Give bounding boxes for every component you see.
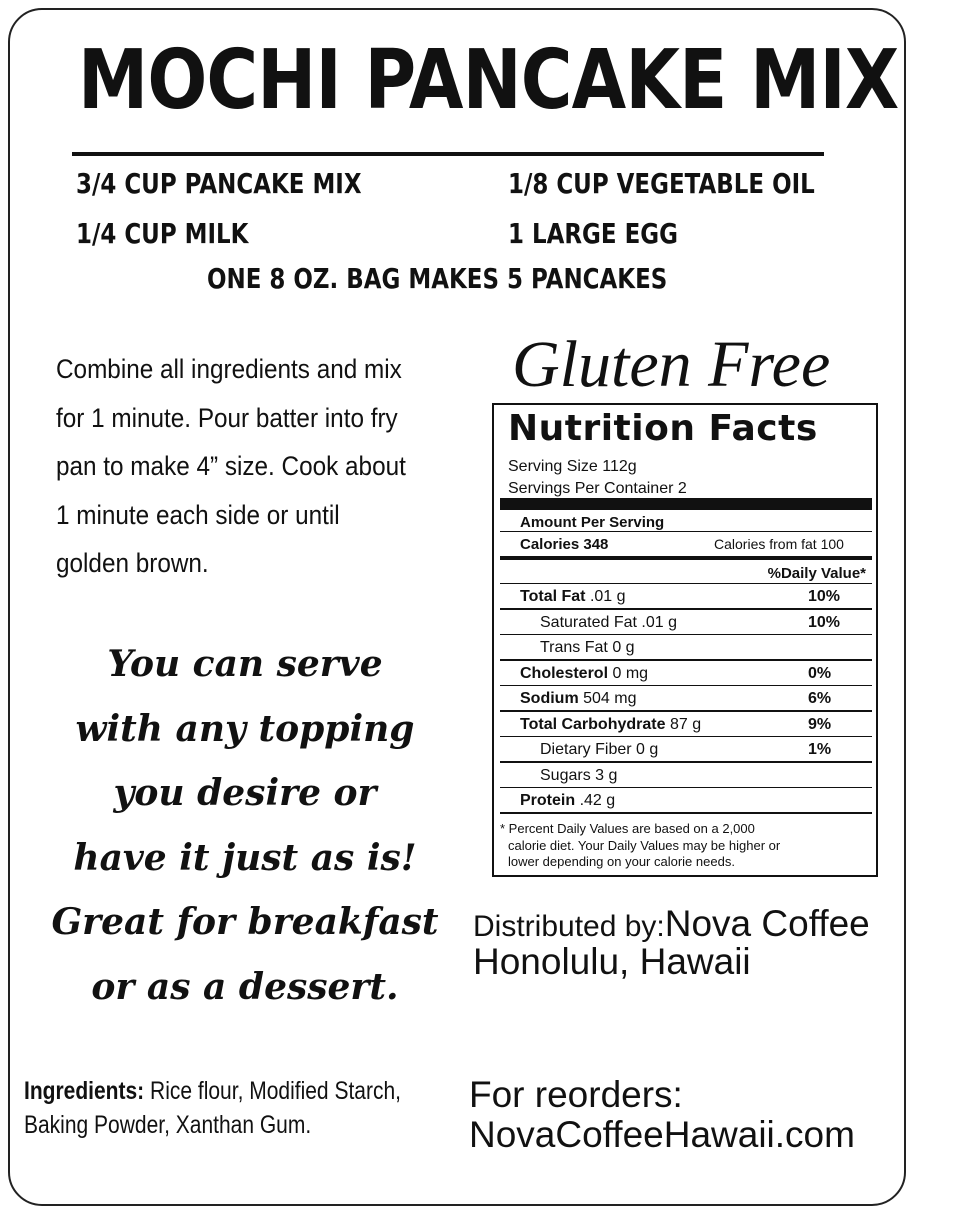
title-underline [72,152,824,156]
amount-per-serving-label: Amount Per Serving [520,514,665,531]
serving-line: have it just as is! [73,836,417,879]
nutrient-daily-value: 0% [808,664,832,682]
nutrient-amount: .01 g [589,588,626,605]
footnote-line: lower depending on your calorie needs. [508,854,735,869]
ingredients-statement [24,1074,444,1142]
gluten-free-claim: Gluten Free [512,328,831,401]
nutrient-daily-value: 10% [808,613,841,631]
ingredients-label: Ingredients: [24,1077,145,1105]
nutrient-daily-value: 9% [808,715,832,733]
cooking-directions [56,345,434,588]
nutrient-row [500,610,872,636]
serving-line: with any topping [75,707,415,750]
directions-line: golden brown. [56,548,209,578]
recipe-ingredient: 1 LARGE EGG [508,217,678,250]
nutrient-amount: 0 g [636,741,659,758]
serving-line: you desire or [113,772,377,814]
reorder-label: For reorders: [469,1074,683,1115]
nutrient-label [520,665,648,683]
thick-divider [500,498,872,510]
recipe-ingredient: 3/4 CUP PANCAKE MIX [76,167,362,200]
nutrient-amount: .01 g [641,613,677,631]
nutrient-label [520,690,637,708]
recipe-yield: ONE 8 OZ. BAG MAKES 5 PANCAKES [207,262,668,295]
nutrient-row [500,635,872,661]
nutrient-name: Saturated Fat [540,613,637,631]
nutrient-name: Sodium [520,690,579,707]
serving-size: Serving Size 112g [508,458,637,475]
nutrition-title: Nutrition Facts [508,408,818,449]
nutrient-row [500,584,872,610]
directions-line: Combine all ingredients and mix [56,354,402,384]
nutrient-daily-value: 10% [808,588,841,605]
serving-suggestion [30,632,460,1019]
nutrient-amount: 3 g [595,766,618,784]
product-title: MOCHI PANCAKE MIX [78,33,899,128]
nutrient-name: Protein [520,792,576,809]
calories-label: Calories 348 [520,536,609,553]
serving-line: Great for breakfast [51,901,439,943]
recipe-ingredient: 1/4 CUP MILK [76,217,249,250]
nutrient-row [500,737,872,763]
ingredients-text: Baking Powder, Xanthan Gum. [24,1111,312,1139]
footnote-line: * Percent Daily Values are based on a 2,000 [500,821,755,836]
daily-value-footnote [500,821,870,871]
nutrient-label [540,741,658,759]
nutrient-label [520,716,701,734]
directions-line: pan to make 4” size. Cook about [56,451,406,481]
nutrient-row [500,712,872,738]
nutrient-name: Dietary Fiber [540,741,632,758]
nutrient-row [500,661,872,687]
nutrient-name: Trans Fat [540,639,608,656]
reorder-url: NovaCoffeeHawaii.com [469,1114,855,1155]
directions-line: for 1 minute. Pour batter into fry [56,402,398,433]
nutrient-name: Total Fat [520,588,586,605]
daily-value-header: %Daily Value* [767,565,866,582]
nutrient-amount: 87 g [669,715,702,733]
distributor-prefix: Distributed by: [473,910,665,943]
directions-line: 1 minute each side or until [56,499,340,530]
nutrient-row [500,788,872,814]
nutrient-label [540,614,677,632]
nutrient-row [500,686,872,712]
daily-value-header-row [500,560,872,584]
nutrient-amount: .42 g [579,792,616,809]
nutrient-amount: 504 mg [583,690,637,707]
serving-line: or as a dessert. [91,965,399,1008]
distributor-line [473,905,870,942]
nutrient-name: Cholesterol [520,664,609,682]
footnote-line: calorie diet. Your Daily Values may be higher or [508,837,781,853]
nutrient-label [520,588,626,606]
nutrient-name: Total Carbohydrate [520,715,666,733]
servings-per-container: Servings Per Container 2 [508,480,687,497]
nutrient-amount: 0 mg [612,664,649,682]
serving-line: You can serve [107,643,383,685]
distributor-location: Honolulu, Hawaii [473,941,751,982]
recipe-ingredient: 1/8 CUP VEGETABLE OIL [508,167,815,200]
row-divider [500,812,872,814]
nutrient-daily-value: 6% [808,690,832,707]
calories-from-fat: Calories from fat 100 [714,536,844,552]
calories-row [500,532,872,556]
nutrient-label [540,767,617,785]
nutrient-label [540,639,635,657]
nutrition-facts-panel [492,403,878,877]
ingredients-text: Rice flour, Modified Starch, [150,1077,401,1105]
nutrient-row [500,763,872,789]
amount-per-serving-row [500,510,872,532]
nutrient-name: Sugars [540,766,591,784]
nutrient-label [520,792,615,810]
distributor-name: Nova Coffee [664,903,870,944]
nutrient-amount: 0 g [612,639,635,656]
nutrient-daily-value: 1% [808,741,832,758]
